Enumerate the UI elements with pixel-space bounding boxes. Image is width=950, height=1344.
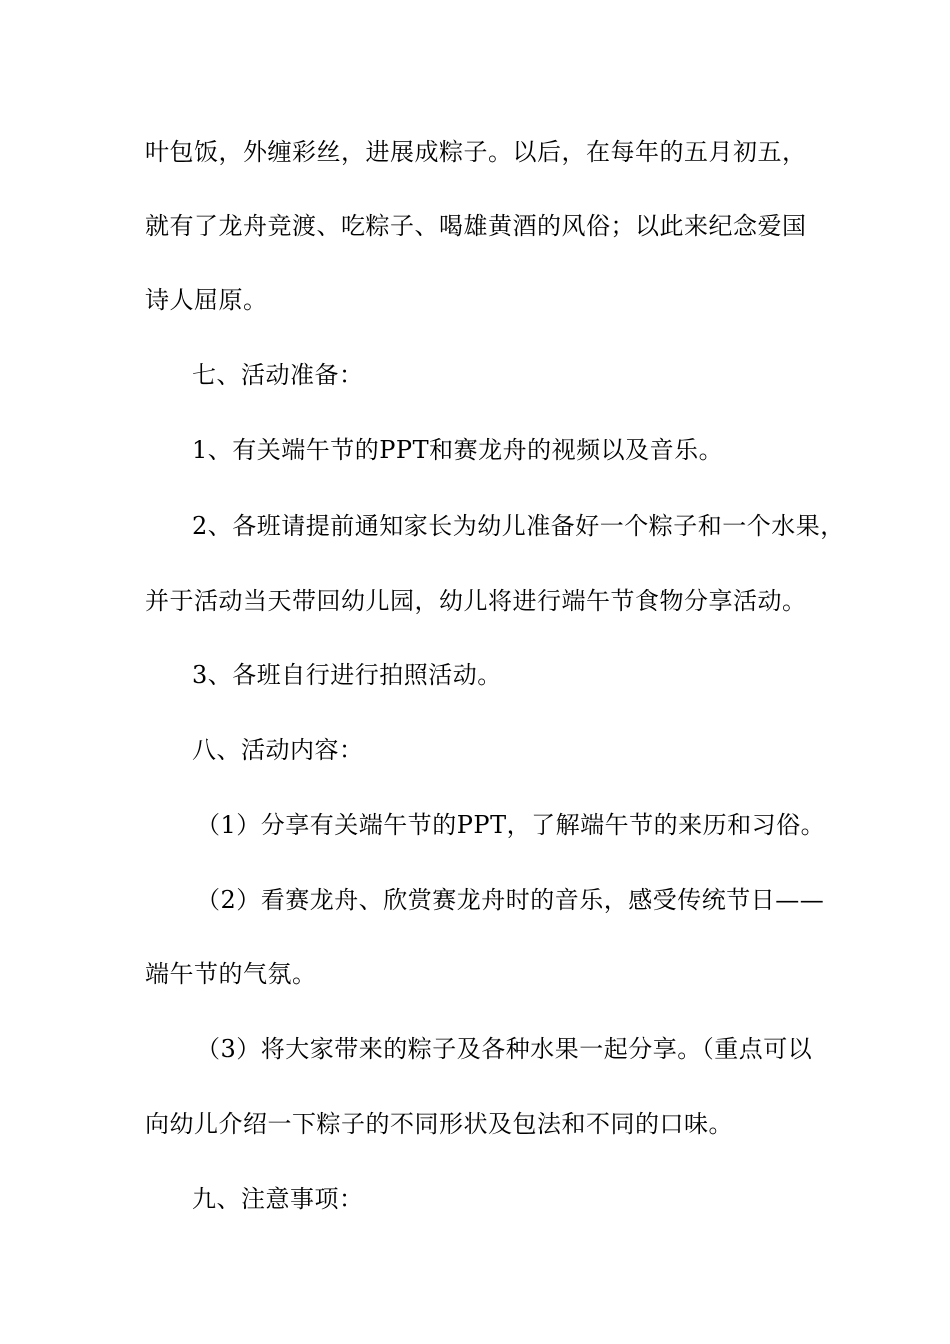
list-item: （3）将大家带来的粽子及各种水果一起分享。（重点可以: [196, 1035, 813, 1063]
section-heading: 七、活动准备：: [192, 361, 364, 389]
section-heading: 八、活动内容：: [192, 736, 364, 764]
paragraph-line: 叶包饭，外缠彩丝，进展成粽子。以后，在每年的五月初五，: [145, 138, 807, 166]
list-item: 2、各班请提前通知家长为幼儿准备好一个粽子和一个水果，: [192, 512, 845, 540]
list-item: （1）分享有关端午节的PPT，了解端午节的来历和习俗。: [196, 811, 826, 839]
paragraph-line: 就有了龙舟竞渡、吃粽子、喝雄黄酒的风俗；以此来纪念爱国: [145, 212, 807, 240]
list-item: （2）看赛龙舟、欣赏赛龙舟时的音乐，感受传统节日——: [196, 886, 825, 914]
paragraph-line: 并于活动当天带回幼儿园，幼儿将进行端午节食物分享活动。: [145, 587, 807, 615]
paragraph-line: 向幼儿介绍一下粽子的不同形状及包法和不同的口味。: [145, 1110, 733, 1138]
paragraph-line: 端午节的气氛。: [145, 960, 317, 988]
list-item: 1、有关端午节的PPT和赛龙舟的视频以及音乐。: [192, 436, 724, 464]
section-heading: 九、注意事项：: [192, 1185, 364, 1213]
list-item: 3、各班自行进行拍照活动。: [192, 661, 502, 689]
paragraph-line: 诗人屈原。: [145, 286, 268, 314]
